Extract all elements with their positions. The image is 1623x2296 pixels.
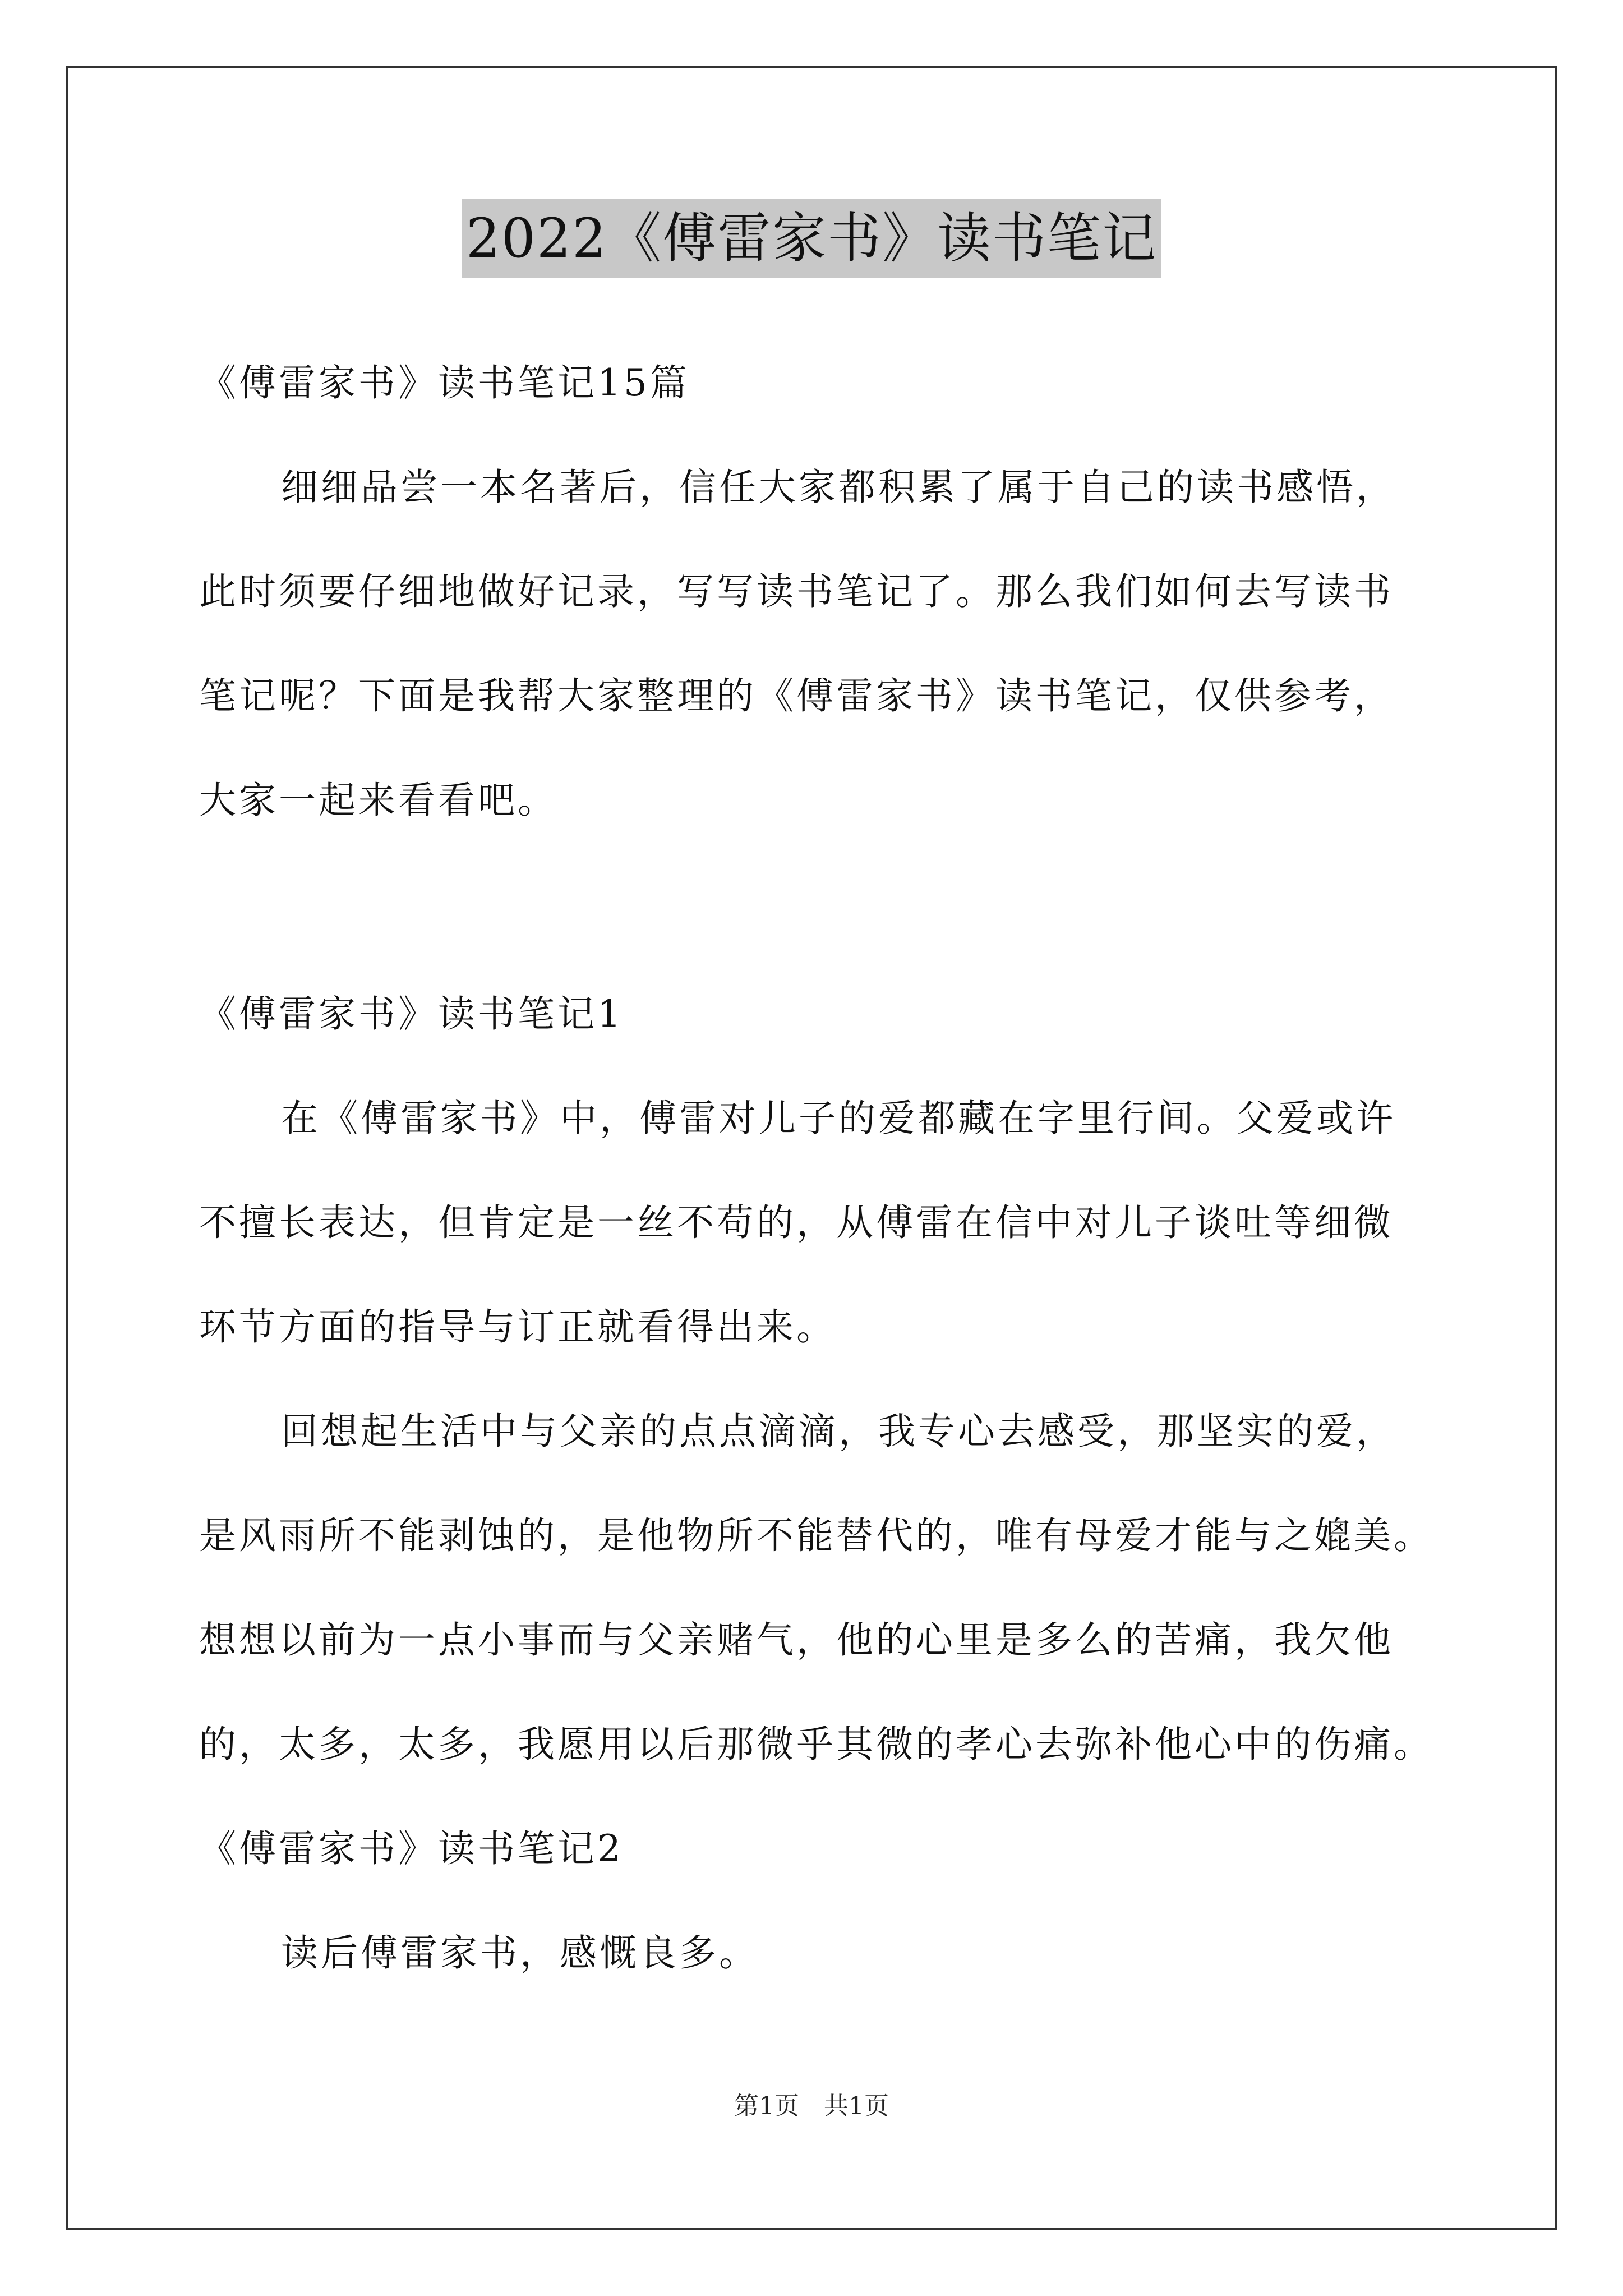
paragraph-line: 细细品尝一本名著后，信任大家都积累了属于自己的读书感悟， [281,466,1396,509]
paragraph-line: 是风雨所不能剥蚀的，是他物所不能替代的，唯有母爱才能与之媲美。 [199,1514,1433,1557]
paragraph-gap [199,853,1455,962]
paragraph-line: 大家一起来看看吧。 [199,779,557,822]
section-heading: 《傅雷家书》读书笔记2 [199,1827,624,1870]
paragraph-line: 此时须要仔细地做好记录，写写读书笔记了。那么我们如何去写读书 [199,570,1394,613]
paragraph-line: 在《傅雷家书》中，傅雷对儿子的爱都藏在字里行间。父爱或许 [281,1097,1396,1140]
paragraph-line: 读后傅雷家书，感慨良多。 [281,1931,759,1975]
paragraph-line: 回想起生活中与父亲的点点滴滴，我专心去感受，那坚实的爱， [281,1410,1396,1453]
document-body [199,331,1455,2005]
paragraph-line: 想想以前为一点小事而与父亲赌气，他的心里是多么的苦痛，我欠他 [199,1618,1394,1662]
page-footer: 第1页 共1页 [734,2092,889,2120]
paragraph-line: 环节方面的指导与订正就看得出来。 [199,1305,836,1349]
document-title: 2022《傅雷家书》读书笔记 [462,199,1161,278]
subtitle-line: 《傅雷家书》读书笔记15篇 [199,361,690,404]
paragraph-line: 笔记呢？下面是我帮大家整理的《傅雷家书》读书笔记，仅供参考， [199,674,1394,717]
section-heading: 《傅雷家书》读书笔记1 [199,992,624,1036]
paragraph-line: 不擅长表达，但肯定是一丝不苟的，从傅雷在信中对儿子谈吐等细微 [199,1201,1394,1244]
title-wrapper [0,199,1623,278]
paragraph-line: 的，太多，太多，我愿用以后那微乎其微的孝心去弥补他心中的伤痛。 [199,1723,1433,1766]
